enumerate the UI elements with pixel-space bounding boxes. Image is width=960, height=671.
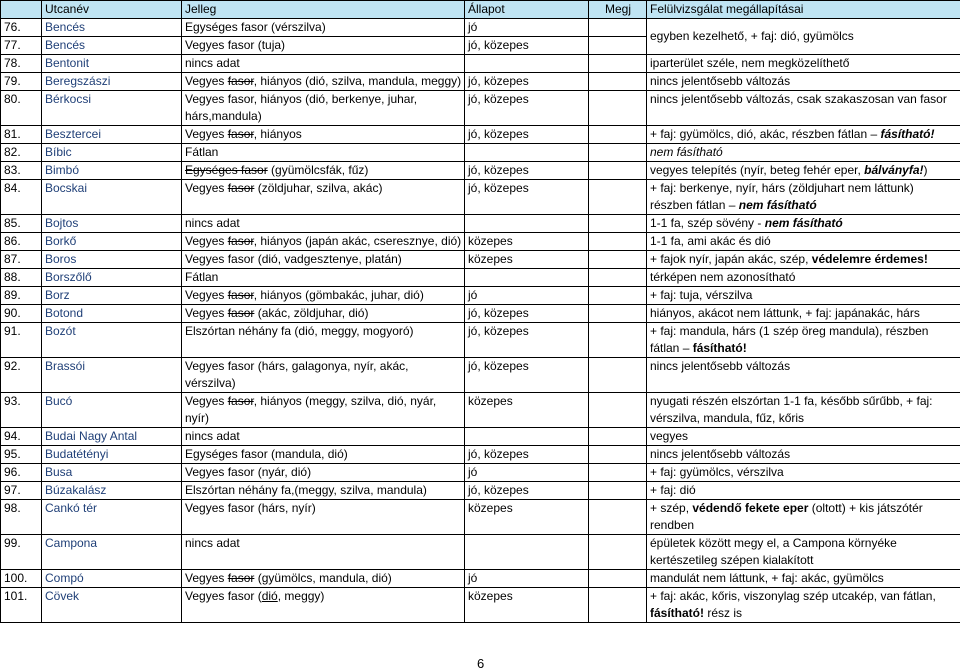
allapot-cell: jó, közepes	[465, 482, 589, 500]
allapot-cell: jó, közepes	[465, 126, 589, 144]
allapot-cell: jó, közepes	[465, 73, 589, 91]
street-name: Busa	[42, 464, 182, 482]
row-number: 90.	[1, 305, 42, 323]
table-row	[1, 358, 960, 393]
megj-cell	[589, 144, 647, 162]
street-name: Bojtos	[42, 215, 182, 233]
jelleg-cell: Vegyes fasor (tuja)	[182, 37, 465, 55]
table-row	[1, 464, 960, 482]
felulvizsgalat-cell: egyben kezelhető, + faj: dió, gyümölcs	[647, 19, 960, 55]
row-number: 97.	[1, 482, 42, 500]
street-name: Borz	[42, 287, 182, 305]
megj-cell	[589, 162, 647, 180]
jelleg-cell: Vegyes fasor (akác, zöldjuhar, dió)	[182, 305, 465, 323]
megj-cell	[589, 305, 647, 323]
row-number: 77.	[1, 37, 42, 55]
felulvizsgalat-cell: + faj: berkenye, nyír, hárs (zöldjuhart nem láttunk) részben fátlan – nem fásítható	[647, 180, 960, 215]
row-number: 92.	[1, 358, 42, 393]
table-row	[1, 535, 960, 570]
jelleg-cell: Vegyes fasor (dió, meggy)	[182, 588, 465, 623]
table-row	[1, 162, 960, 180]
felulvizsgalat-cell: nincs jelentősebb változás	[647, 446, 960, 464]
felulvizsgalat-cell: hiányos, akácot nem láttunk, + faj: japánakác, hárs	[647, 305, 960, 323]
felulvizsgalat-cell: + faj: dió	[647, 482, 960, 500]
megj-cell	[589, 180, 647, 215]
allapot-cell: közepes	[465, 393, 589, 428]
page-number: 6	[477, 656, 485, 671]
table-row	[1, 588, 960, 623]
row-number: 96.	[1, 464, 42, 482]
street-name: Bencés	[42, 37, 182, 55]
header-megj: Megj	[589, 1, 647, 19]
street-name: Cankó tér	[42, 500, 182, 535]
street-name: Bimbó	[42, 162, 182, 180]
table-row	[1, 126, 960, 144]
jelleg-cell: Vegyes fasor (hárs, galagonya, nyír, akác, vérszilva)	[182, 358, 465, 393]
jelleg-cell: Vegyes fasor, hiányos	[182, 126, 465, 144]
row-number: 94.	[1, 428, 42, 446]
allapot-cell	[465, 269, 589, 287]
header-jelleg: Jelleg	[182, 1, 465, 19]
jelleg-cell: Vegyes fasor (gyümölcs, mandula, dió)	[182, 570, 465, 588]
jelleg-cell: Elszórtan néhány fa,(meggy, szilva, mandula)	[182, 482, 465, 500]
row-number: 95.	[1, 446, 42, 464]
felulvizsgalat-cell: nyugati részén elszórtan 1-1 fa, később sűrűbb, + faj: vérszilva, mandula, fűz, kőris	[647, 393, 960, 428]
allapot-cell	[465, 55, 589, 73]
table-row	[1, 215, 960, 233]
row-number: 82.	[1, 144, 42, 162]
jelleg-cell: Vegyes fasor, hiányos (dió, szilva, mandula, meggy)	[182, 73, 465, 91]
street-name: Beregszászi	[42, 73, 182, 91]
row-number: 79.	[1, 73, 42, 91]
allapot-cell: jó, közepes	[465, 37, 589, 55]
allapot-cell: jó, közepes	[465, 446, 589, 464]
megj-cell	[589, 91, 647, 126]
street-name: Bérkocsi	[42, 91, 182, 126]
allapot-cell: jó	[465, 287, 589, 305]
table-row	[1, 180, 960, 215]
jelleg-cell: Vegyes fasor (hárs, nyír)	[182, 500, 465, 535]
allapot-cell	[465, 215, 589, 233]
jelleg-cell: nincs adat	[182, 428, 465, 446]
felulvizsgalat-cell: épületek között megy el, a Campona környéke kertészetileg szépen kialakított	[647, 535, 960, 570]
street-name: Boros	[42, 251, 182, 269]
street-name: Botond	[42, 305, 182, 323]
table-row	[1, 55, 960, 73]
megj-cell	[589, 73, 647, 91]
table-row	[1, 269, 960, 287]
row-number: 81.	[1, 126, 42, 144]
table-row	[1, 305, 960, 323]
jelleg-cell: nincs adat	[182, 535, 465, 570]
street-name: Búzakalász	[42, 482, 182, 500]
felulvizsgalat-cell: + fajok nyír, japán akác, szép, védelemre érdemes!	[647, 251, 960, 269]
jelleg-cell: Vegyes fasor (dió, vadgesztenye, platán)	[182, 251, 465, 269]
street-name: Brassói	[42, 358, 182, 393]
jelleg-cell: nincs adat	[182, 215, 465, 233]
allapot-cell	[465, 144, 589, 162]
megj-cell	[589, 126, 647, 144]
felulvizsgalat-cell: iparterület széle, nem megközelíthető	[647, 55, 960, 73]
table-row	[1, 233, 960, 251]
street-name: Bíbic	[42, 144, 182, 162]
row-number: 101.	[1, 588, 42, 623]
megj-cell	[589, 269, 647, 287]
megj-cell	[589, 323, 647, 358]
street-name: Borkő	[42, 233, 182, 251]
allapot-cell: jó	[465, 570, 589, 588]
table-row	[1, 19, 960, 37]
megj-cell	[589, 428, 647, 446]
allapot-cell: közepes	[465, 588, 589, 623]
row-number: 84.	[1, 180, 42, 215]
row-number: 93.	[1, 393, 42, 428]
street-name: Bozót	[42, 323, 182, 358]
street-name: Budai Nagy Antal	[42, 428, 182, 446]
felulvizsgalat-cell: nincs jelentősebb változás	[647, 73, 960, 91]
allapot-cell: jó, közepes	[465, 305, 589, 323]
header-allapot: Állapot	[465, 1, 589, 19]
table-row	[1, 251, 960, 269]
megj-cell	[589, 535, 647, 570]
megj-cell	[589, 19, 647, 37]
jelleg-cell: Vegyes fasor, hiányos (dió, berkenye, juhar, hárs,mandula)	[182, 91, 465, 126]
felulvizsgalat-cell: + faj: akác, kőris, viszonylag szép utcakép, van fátlan, fásítható! rész is	[647, 588, 960, 623]
allapot-cell: jó, közepes	[465, 180, 589, 215]
row-number: 86.	[1, 233, 42, 251]
header-felulvizsgalat: Felülvizsgálat megállapításai	[647, 1, 960, 19]
megj-cell	[589, 446, 647, 464]
megj-cell	[589, 358, 647, 393]
jelleg-cell: Fátlan	[182, 144, 465, 162]
header-utcanev: Utcanév	[42, 1, 182, 19]
felulvizsgalat-cell: térképen nem azonosítható	[647, 269, 960, 287]
street-name: Borszőlő	[42, 269, 182, 287]
felulvizsgalat-cell: nincs jelentősebb változás, csak szakaszosan van fasor	[647, 91, 960, 126]
megj-cell	[589, 55, 647, 73]
megj-cell	[589, 393, 647, 428]
jelleg-cell: nincs adat	[182, 55, 465, 73]
megj-cell	[589, 464, 647, 482]
jelleg-cell: Elszórtan néhány fa (dió, meggy, mogyoró)	[182, 323, 465, 358]
allapot-cell: jó	[465, 19, 589, 37]
row-number: 88.	[1, 269, 42, 287]
street-name: Bucó	[42, 393, 182, 428]
street-name: Budatétényi	[42, 446, 182, 464]
header-row	[1, 1, 960, 19]
street-name: Cövek	[42, 588, 182, 623]
table-row	[1, 428, 960, 446]
jelleg-cell: Vegyes fasor, hiányos (japán akác, cseresznye, dió)	[182, 233, 465, 251]
megj-cell	[589, 233, 647, 251]
jelleg-cell: Fátlan	[182, 269, 465, 287]
felulvizsgalat-cell: + faj: gyümölcs, dió, akác, részben fátlan – fásítható!	[647, 126, 960, 144]
allapot-cell: közepes	[465, 251, 589, 269]
table-row	[1, 570, 960, 588]
street-name: Compó	[42, 570, 182, 588]
megj-cell	[589, 215, 647, 233]
felulvizsgalat-cell: + faj: tuja, vérszilva	[647, 287, 960, 305]
jelleg-cell: Egységes fasor (vérszilva)	[182, 19, 465, 37]
row-number: 85.	[1, 215, 42, 233]
table-row	[1, 144, 960, 162]
street-name: Bentonit	[42, 55, 182, 73]
allapot-cell: közepes	[465, 233, 589, 251]
allapot-cell: jó, közepes	[465, 323, 589, 358]
allapot-cell: jó, közepes	[465, 91, 589, 126]
table-row	[1, 323, 960, 358]
felulvizsgalat-cell: nincs jelentősebb változás	[647, 358, 960, 393]
jelleg-cell: Egységes fasor (gyümölcsfák, fűz)	[182, 162, 465, 180]
allapot-cell	[465, 428, 589, 446]
row-number: 98.	[1, 500, 42, 535]
street-name: Campona	[42, 535, 182, 570]
allapot-cell: közepes	[465, 500, 589, 535]
row-number: 100.	[1, 570, 42, 588]
allapot-cell: jó	[465, 464, 589, 482]
street-name: Bocskai	[42, 180, 182, 215]
table-row	[1, 500, 960, 535]
jelleg-cell: Vegyes fasor (zöldjuhar, szilva, akác)	[182, 180, 465, 215]
felulvizsgalat-cell: + faj: mandula, hárs (1 szép öreg mandula), részben fátlan – fásítható!	[647, 323, 960, 358]
allapot-cell: jó, közepes	[465, 358, 589, 393]
row-number: 99.	[1, 535, 42, 570]
jelleg-cell: Vegyes fasor, hiányos (gömbakác, juhar, dió)	[182, 287, 465, 305]
felulvizsgalat-cell: mandulát nem láttunk, + faj: akác, gyümölcs	[647, 570, 960, 588]
table-row	[1, 287, 960, 305]
allapot-cell: jó, közepes	[465, 162, 589, 180]
row-number: 87.	[1, 251, 42, 269]
table-row	[1, 73, 960, 91]
allapot-cell	[465, 535, 589, 570]
megj-cell	[589, 500, 647, 535]
megj-cell	[589, 251, 647, 269]
megj-cell	[589, 287, 647, 305]
row-number: 83.	[1, 162, 42, 180]
felulvizsgalat-cell: 1-1 fa, ami akác és dió	[647, 233, 960, 251]
megj-cell	[589, 482, 647, 500]
megj-cell	[589, 588, 647, 623]
felulvizsgalat-cell: + faj: gyümölcs, vérszilva	[647, 464, 960, 482]
felulvizsgalat-cell: + szép, védendő fekete eper (oltott) + kis játszótér rendben	[647, 500, 960, 535]
jelleg-cell: Egységes fasor (mandula, dió)	[182, 446, 465, 464]
row-number: 80.	[1, 91, 42, 126]
table-row	[1, 482, 960, 500]
felulvizsgalat-cell: vegyes telepítés (nyír, beteg fehér eper, bálványfa!)	[647, 162, 960, 180]
felulvizsgalat-cell: vegyes	[647, 428, 960, 446]
street-name: Besztercei	[42, 126, 182, 144]
row-number: 89.	[1, 287, 42, 305]
felulvizsgalat-cell: nem fásítható	[647, 144, 960, 162]
jelleg-cell: Vegyes fasor, hiányos (meggy, szilva, dió, nyár, nyír)	[182, 393, 465, 428]
jelleg-cell: Vegyes fasor (nyár, dió)	[182, 464, 465, 482]
header-num	[1, 1, 42, 19]
megj-cell	[589, 570, 647, 588]
felulvizsgalat-cell: 1-1 fa, szép sövény - nem fásítható	[647, 215, 960, 233]
row-number: 91.	[1, 323, 42, 358]
table-row	[1, 91, 960, 126]
street-name: Bencés	[42, 19, 182, 37]
row-number: 78.	[1, 55, 42, 73]
row-number: 76.	[1, 19, 42, 37]
table-row	[1, 393, 960, 428]
megj-cell	[589, 37, 647, 55]
table-row	[1, 446, 960, 464]
